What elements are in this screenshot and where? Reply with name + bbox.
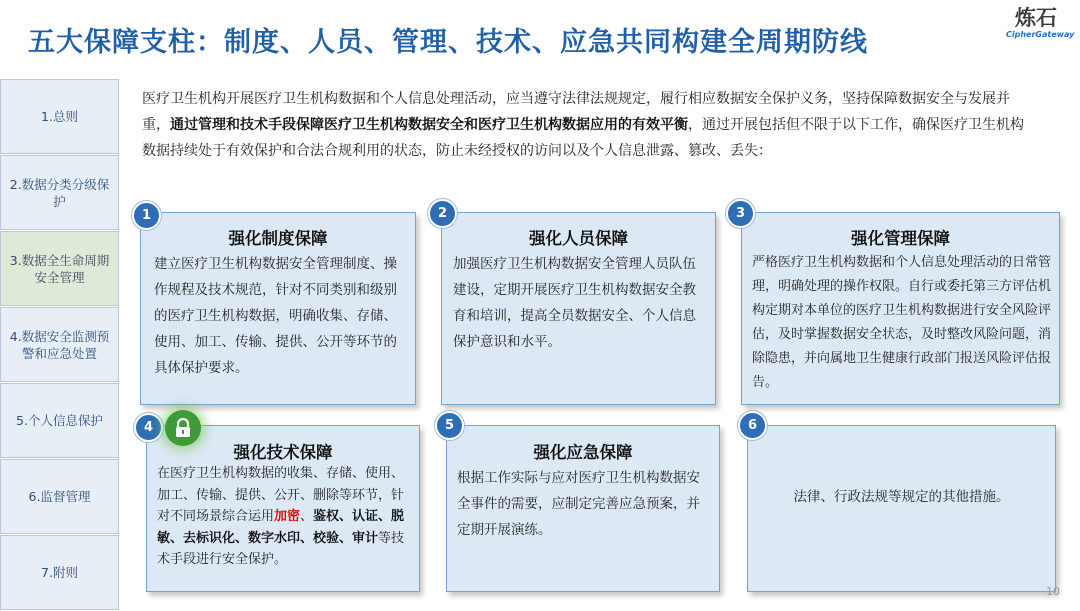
sidebar-item-personal-info[interactable]: 5.个人信息保护 (0, 383, 119, 458)
card-text-a: 在医疗卫生机构数据的收集、存储、使用、加工、传输、提供、公开、删除等环节，针对不同场景综合运用 (157, 466, 405, 524)
card-title: 强化技术保障 (233, 443, 333, 462)
sidebar-item-lifecycle[interactable]: 3.数据全生命周期安全管理 (0, 231, 119, 306)
lock-icon (165, 410, 201, 446)
card-text (157, 463, 413, 571)
badge-4: 4 (134, 413, 163, 442)
card-emergency (446, 425, 720, 592)
sidebar-item-monitoring[interactable]: 4.数据安全监测预警和应急处置 (0, 307, 119, 382)
card-text: 建立医疗卫生机构数据安全管理制度、操作规程及技术规范，针对不同类别和级别的医疗卫生机构数据，明确收集、存储、使用、加工、传输、提供、公开等环节的具体保护要求。 (154, 256, 397, 376)
logo-text: 炼石 (1015, 6, 1057, 30)
card-text: 法律、行政法规等规定的其他措施。 (793, 489, 1010, 505)
highlight-techniques: 鉴权、认证、脱敏、去标识化、数字水印、校验、审计 (157, 509, 405, 546)
badge-3: 3 (726, 199, 755, 228)
card-technology (146, 425, 420, 592)
sidebar-item-supervision[interactable]: 6.监督管理 (0, 459, 119, 534)
sidebar-item-appendix[interactable]: 7.附则 (0, 535, 119, 610)
card-text: 加强医疗卫生机构数据安全管理人员队伍建设，定期开展医疗卫生机构数据安全教育和培训，提高全员数据安全、个人信息保护意识和水平。 (453, 256, 696, 350)
logo (1006, 6, 1075, 39)
intro-text-1: 医疗卫生机构开展医疗卫生机构数据和个人信息处理活动，应当遵守法律法规规定，履行相应数据安全保护义务，坚持保障数据安全与发展并重， (142, 91, 1010, 133)
highlight-encryption: 加密 (274, 509, 301, 524)
intro-paragraph (142, 86, 1027, 164)
badge-2: 2 (428, 199, 457, 228)
card-other (747, 425, 1056, 592)
card-personnel (441, 212, 716, 405)
sidebar-nav (0, 79, 119, 611)
card-title: 强化人员保障 (529, 229, 628, 248)
card-title: 强化管理保障 (851, 229, 950, 248)
page-title: 五大保障支柱：制度、人员、管理、技术、应急共同构建全周期防线 (28, 27, 868, 58)
intro-text-bold: 通过管理和技术手段保障医疗卫生机构数据安全和医疗卫生机构数据应用的有效平衡 (170, 117, 688, 133)
intro-text-2: ，通过开展包括但不限于以下工作，确保医疗卫生机构数据持续处于有效保护和合法合规利用的状态，防止未经授权的访问以及个人信息泄露、篡改、丢失： (142, 117, 1024, 159)
card-text: 根据工作实际与应对医疗卫生机构数据安全事件的需要，应制定完善应急预案，并定期开展演练。 (457, 470, 700, 538)
card-title: 强化制度保障 (228, 229, 328, 248)
card-text-b: 等技术手段进行安全保护。 (157, 530, 405, 567)
logo-subtext: CipherGateway (1006, 30, 1075, 39)
badge-6: 6 (738, 411, 767, 440)
card-text-sep: 、 (300, 509, 314, 524)
card-management (741, 212, 1060, 405)
sidebar-item-general[interactable]: 1.总则 (0, 79, 119, 154)
sidebar-item-classification[interactable]: 2.数据分类分级保护 (0, 155, 119, 230)
card-institution (140, 212, 416, 405)
badge-5: 5 (435, 411, 464, 440)
badge-1: 1 (132, 201, 161, 230)
card-title: 强化应急保障 (533, 443, 633, 462)
page-number: 10 (1046, 585, 1060, 598)
card-text: 严格医疗卫生机构数据和个人信息处理活动的日常管理，明确处理的操作权限。自行或委托第三方评估机构定期对本单位的医疗卫生机构数据进行安全风险评估，及时掌握数据安全状态，及时整改风险问题，消除隐患，并向属地卫生健康行政部门报送风险评估报告。 (752, 255, 1052, 390)
